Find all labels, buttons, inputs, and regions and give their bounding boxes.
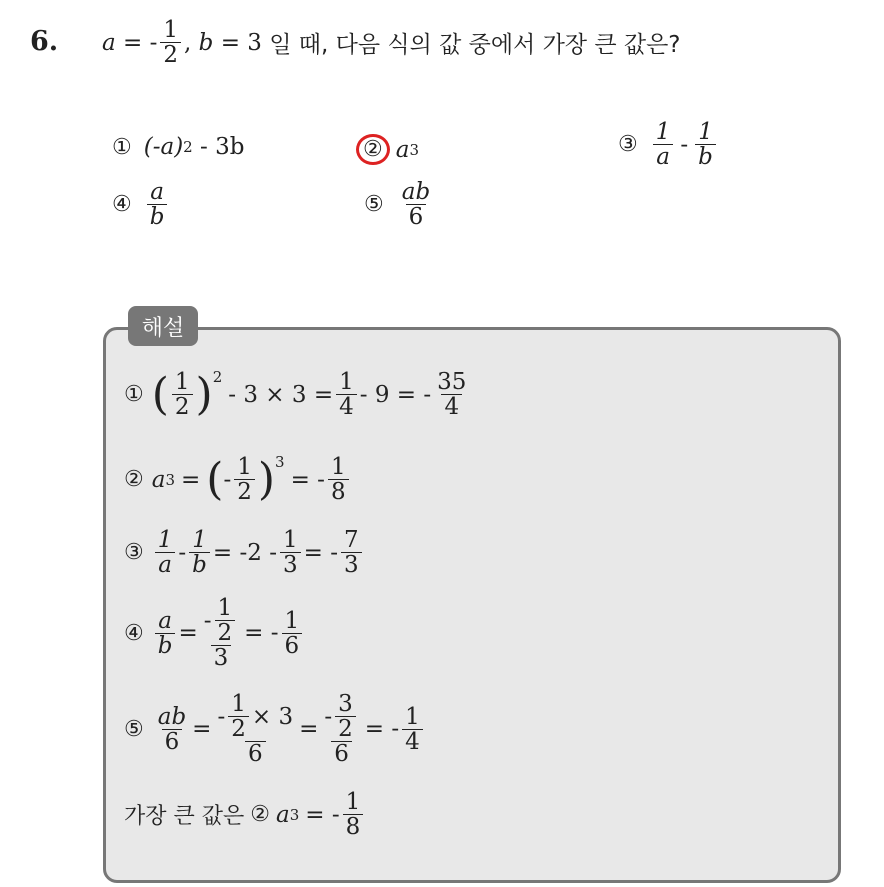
- solution-final: 가장 큰 값은 ② a 3 = - $\frac{1}{8}$: [124, 790, 366, 839]
- solution-line-5: ⑤ $\frac{ab}{6}$ = - $\frac{1}{2}$ × 3 6 = - $\frac{3}{2}$ 6 = - $\frac{1}{4}$: [124, 692, 426, 766]
- solution-line-2: ② a 3 = ( - $\frac{1}{2}$ ) 3 = - $\frac{1}{8}$: [124, 455, 352, 504]
- option-2[interactable]: ② a 3: [356, 134, 419, 165]
- fraction-half: $\frac{1}{2}$: [160, 18, 181, 67]
- option-1[interactable]: ① (-a) 2 - 3b: [112, 134, 245, 160]
- question-text: a = - $\frac{1}{2}$ , b = 3 일 때, 다음 식의 값 중에서 가장 큰 값은?: [102, 17, 681, 69]
- solution-line-1: ① ( $\frac{1}{2}$ ) 2 - 3 × 3 = $\frac{1}{4}$ - 9 = - $\frac{35}{4}$: [124, 368, 467, 421]
- solution-line-4: ④ $\frac{a}{b}$ = - $\frac{1}{2}$ 3 = - $\frac{1}{6}$: [124, 596, 305, 670]
- option-3[interactable]: ③ $\frac{1}{a}$ - $\frac{1}{b}$: [618, 120, 719, 169]
- option-4[interactable]: ④ $\frac{a}{b}$: [112, 180, 170, 229]
- option-5[interactable]: ⑤ $\frac{ab}{6}$: [364, 179, 431, 231]
- selected-answer-circle: ②: [356, 134, 390, 165]
- solution-line-3: ③ $\frac{1}{a}$ - $\frac{1}{b}$ = -2 - $\frac{1}{3}$ = - $\frac{7}{3}$: [124, 528, 365, 577]
- question-number: 6.: [30, 26, 59, 57]
- solution-tag: 해설: [128, 306, 198, 346]
